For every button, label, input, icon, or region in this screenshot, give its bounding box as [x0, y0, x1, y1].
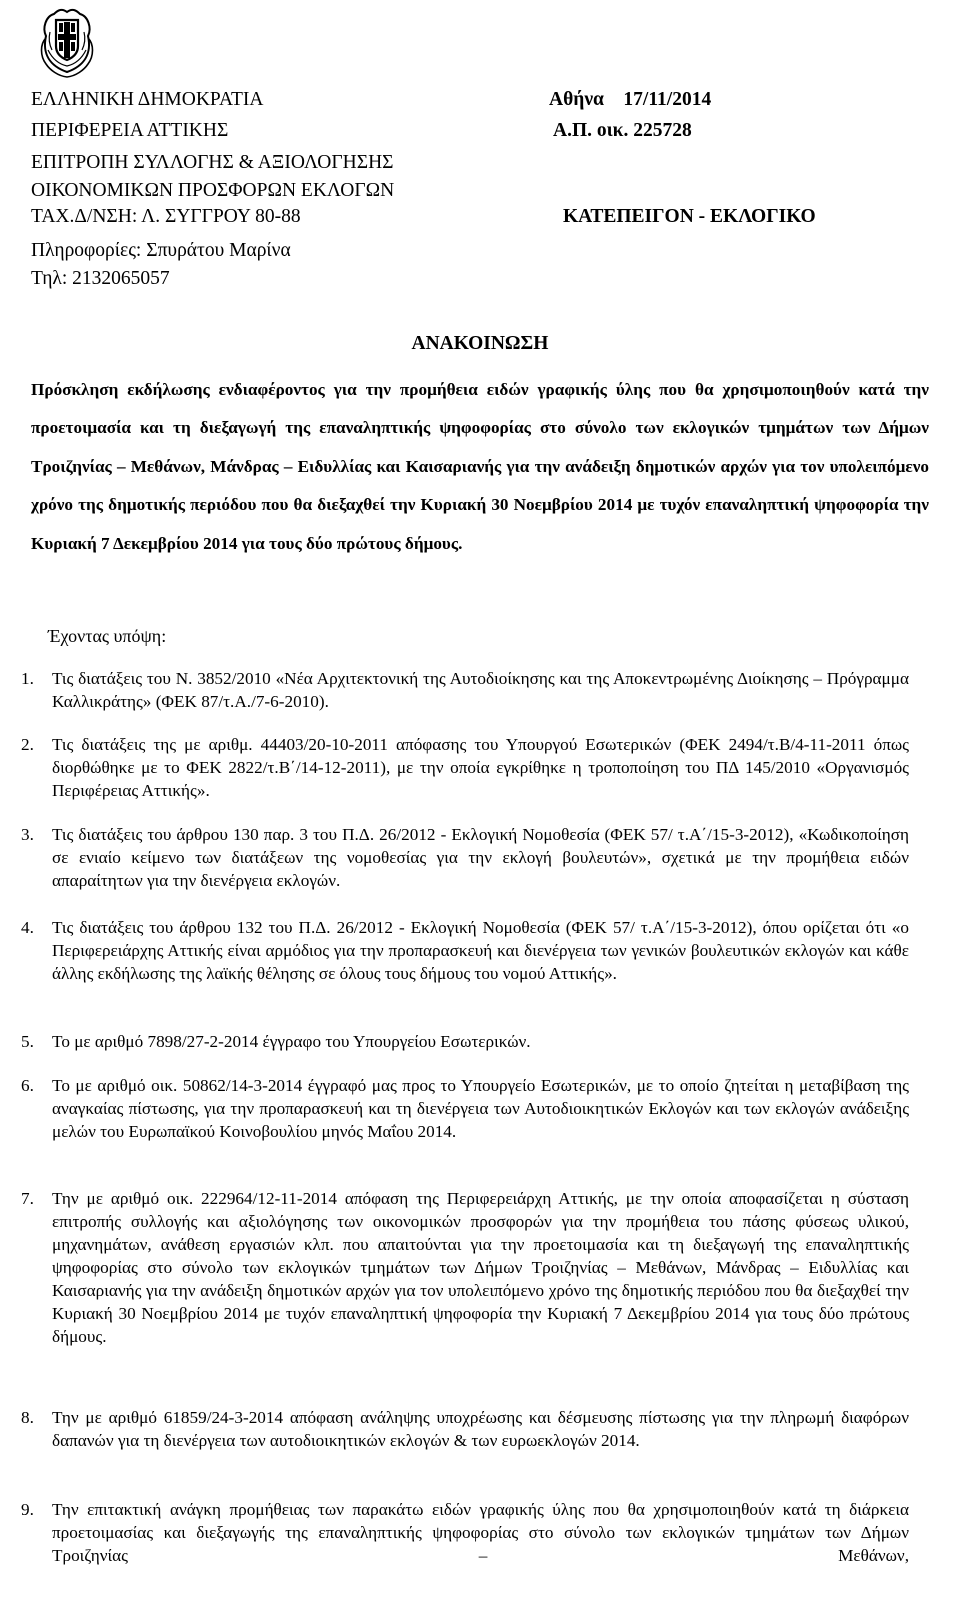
list-item-number: 8. [21, 1408, 34, 1427]
list-item [21, 667, 909, 713]
list-item-text: Τις διατάξεις του άρθρου 130 παρ. 3 του Π.Δ. 26/2012 - Εκλογική Νομοθεσία (ΦΕΚ 57/ τ.Α΄/15-3-2012), «Κωδικοποίηση σε ενιαίο κείμενο των διατάξεων της νομοθεσίας για την εκλογή βουλευτών», σχετικά με την προμήθεια ειδών απαραίτητων για την διενέργεια εκλογών. [52, 825, 909, 890]
list-item-number: 7. [21, 1189, 34, 1208]
list-item [21, 1030, 909, 1053]
list-item-text: Την με αριθμό 61859/24-3-2014 απόφαση ανάληψης υποχρέωσης και δέσμευσης πίστωσης για την πληρωμή διαφόρων δαπανών για τη διενέργεια των αυτοδιοικητικών εκλογών & των ευρωεκλογών 2014. [52, 1408, 909, 1450]
having-regard-heading: Έχοντας υπόψη: [48, 626, 167, 646]
list-item-text: Την με αριθμό οικ. 222964/12-11-2014 απόφαση της Περιφερειάρχη Αττικής, με την οποία αποφασίζεται η σύσταση επιτροπής συλλογής και αξιολόγησης των οικονομικών προσφορών για την προμήθεια του πάσης φύσεως υλικού, μηχανημάτων, ανάθεση εργασιών κλπ. που απαιτούνται για την προετοιμασία και τη διεξαγωγή της επαναληπτικής ψηφοφορίας στο σύνολο των εκλογικών τμημάτων των Δήμων Τροιζηνίας – Μεθάνων, Μάνδρας – Ειδυλλίας και Καισαριανής για την ανάδειξη δημοτικών αρχών για τον υπολειπόμενο χρόνο της δημοτικής περιόδου που θα διεξαχθεί την Κυριακή 30 Νοεμβρίου 2014 με τυχόν επαναληπτική ψηφοφορία την Κυριακή 7 Δεκεμβρίου 2014 για τους δύο πρώτους δήμους. [52, 1189, 909, 1346]
list-item-number: 4. [21, 918, 34, 937]
list-item [21, 1406, 909, 1452]
list-item-text: Τις διατάξεις του άρθρου 132 του Π.Δ. 26/2012 - Εκλογική Νομοθεσία (ΦΕΚ 57/ τ.Α΄/15-3-2012), όπου ορίζεται ότι «ο Περιφερειάρχης Αττικής είναι αρμόδιος για την προπαρασκευή και διενέργεια των γενικών βουλευτικών εκλογών και κάθε άλλης εκδήλωσης της λαϊκής θέλησης σε όλους τους δήμους του νομού Αττικής». [52, 918, 909, 983]
list-item-text: Τις διατάξεις της με αριθμ. 44403/20-10-2011 απόφασης του Υπουργού Εσωτερικών (ΦΕΚ 2494/τ.Β/4-11-2011 όπως διορθώθηκε με το ΦΕΚ 2822/τ.Β΄/14-12-2011), με την οποία εγκρίθηκε η τροποποίηση του ΠΔ 145/2010 «Οργανισμός Περιφέρειας Αττικής». [52, 735, 909, 800]
header-urgency-label: ΚΑΤΕΠΕΙΓΟΝ - ΕΚΛΟΓΙΚΟ [563, 206, 816, 227]
list-item-number: 3. [21, 825, 34, 844]
greek-emblem-icon [32, 6, 102, 80]
list-item-number: 6. [21, 1076, 34, 1095]
document-title: ΑΝΑΚΟΙΝΩΣΗ [411, 333, 549, 354]
header-committee-line1: ΕΠΙΤΡΟΠΗ ΣΥΛΛΟΓΗΣ & ΑΞΙΟΛΟΓΗΣΗΣ [31, 152, 394, 173]
list-item [21, 916, 909, 985]
list-item-text: Την επιτακτική ανάγκη προμήθειας των παρακάτω ειδών γραφικής ύλης που θα χρησιμοποιηθούν κατά τη διάρκεια προετοιμασίας και διεξαγωγής της επαναληπτικής ψηφοφορίας στο σύνολο των εκλογικών τμημάτων των Δήμων Τροιζηνίας – Μεθάνων, [52, 1500, 909, 1565]
list-item [21, 733, 909, 802]
list-item [21, 823, 909, 892]
header-address: ΤΑΧ.Δ/ΝΣΗ: Λ. ΣΥΓΓΡΟΥ 80-88 [31, 206, 301, 227]
header-region: ΠΕΡΙΦΕΡΕΙΑ ΑΤΤΙΚΗΣ [31, 120, 229, 141]
list-item-text: Τις διατάξεις του Ν. 3852/2010 «Νέα Αρχιτεκτονική της Αυτοδιοίκησης και της Αποκεντρωμένης Διοίκησης – Πρόγραμμα Καλλικράτης» (ΦΕΚ 87/τ.Α./7-6-2010). [52, 669, 909, 711]
list-item-number: 5. [21, 1032, 34, 1051]
list-item-number: 2. [21, 735, 34, 754]
subject-paragraph: Πρόσκληση εκδήλωσης ενδιαφέροντος για την προμήθεια ειδών γραφικής ύλης που θα χρησιμοποιηθούν κατά την προετοιμασία και τη διεξαγωγή της επαναληπτικής ψηφοφορίας στο σύνολο των εκλογικών τμημάτων των Δήμων Τροιζηνίας – Μεθάνων, Μάνδρας – Ειδυλλίας και Καισαριανής για την ανάδειξη δημοτικών αρχών για τον υπολειπόμενο χρόνο της δημοτικής περιόδου που θα διεξαχθεί την Κυριακή 30 Νοεμβρίου 2014 με τυχόν επαναληπτική ψηφοφορία την Κυριακή 7 Δεκεμβρίου 2014 για τους δύο πρώτους δήμους. [31, 380, 929, 553]
list-item-text: Το με αριθμό 7898/27-2-2014 έγγραφο του Υπουργείου Εσωτερικών. [52, 1032, 531, 1051]
header-contact: Πληροφορίες: Σπυράτου Μαρίνα [31, 240, 291, 261]
header-phone: Τηλ: 2132065057 [31, 268, 170, 289]
list-item [21, 1187, 909, 1348]
list-item [21, 1074, 909, 1143]
header-place-date: Αθήνα 17/11/2014 [549, 89, 712, 110]
header-protocol-number: Α.Π. οικ. 225728 [553, 120, 692, 141]
list-item-number: 9. [21, 1500, 34, 1519]
list-item [21, 1498, 909, 1567]
header-committee-line2: ΟΙΚΟΝΟΜΙΚΩΝ ΠΡΟΣΦΟΡΩΝ ΕΚΛΟΓΩΝ [31, 180, 395, 201]
list-item-number: 1. [21, 669, 34, 688]
list-item-text: Το με αριθμό οικ. 50862/14-3-2014 έγγραφό μας προς το Υπουργείο Εσωτερικών, με το οποίο ζητείται η μεταβίβαση της αναγκαίας πίστωσης, για την προπαρασκευή και τη διενέργεια των Αυτοδιοικητικών Εκλογών και των εκλογών ανάδειξης μελών του Ευρωπαϊκού Κοινοβουλίου μηνός Μαΐου 2014. [52, 1076, 909, 1141]
header-country: ΕΛΛΗΝΙΚΗ ΔΗΜΟΚΡΑΤΙΑ [31, 89, 264, 110]
